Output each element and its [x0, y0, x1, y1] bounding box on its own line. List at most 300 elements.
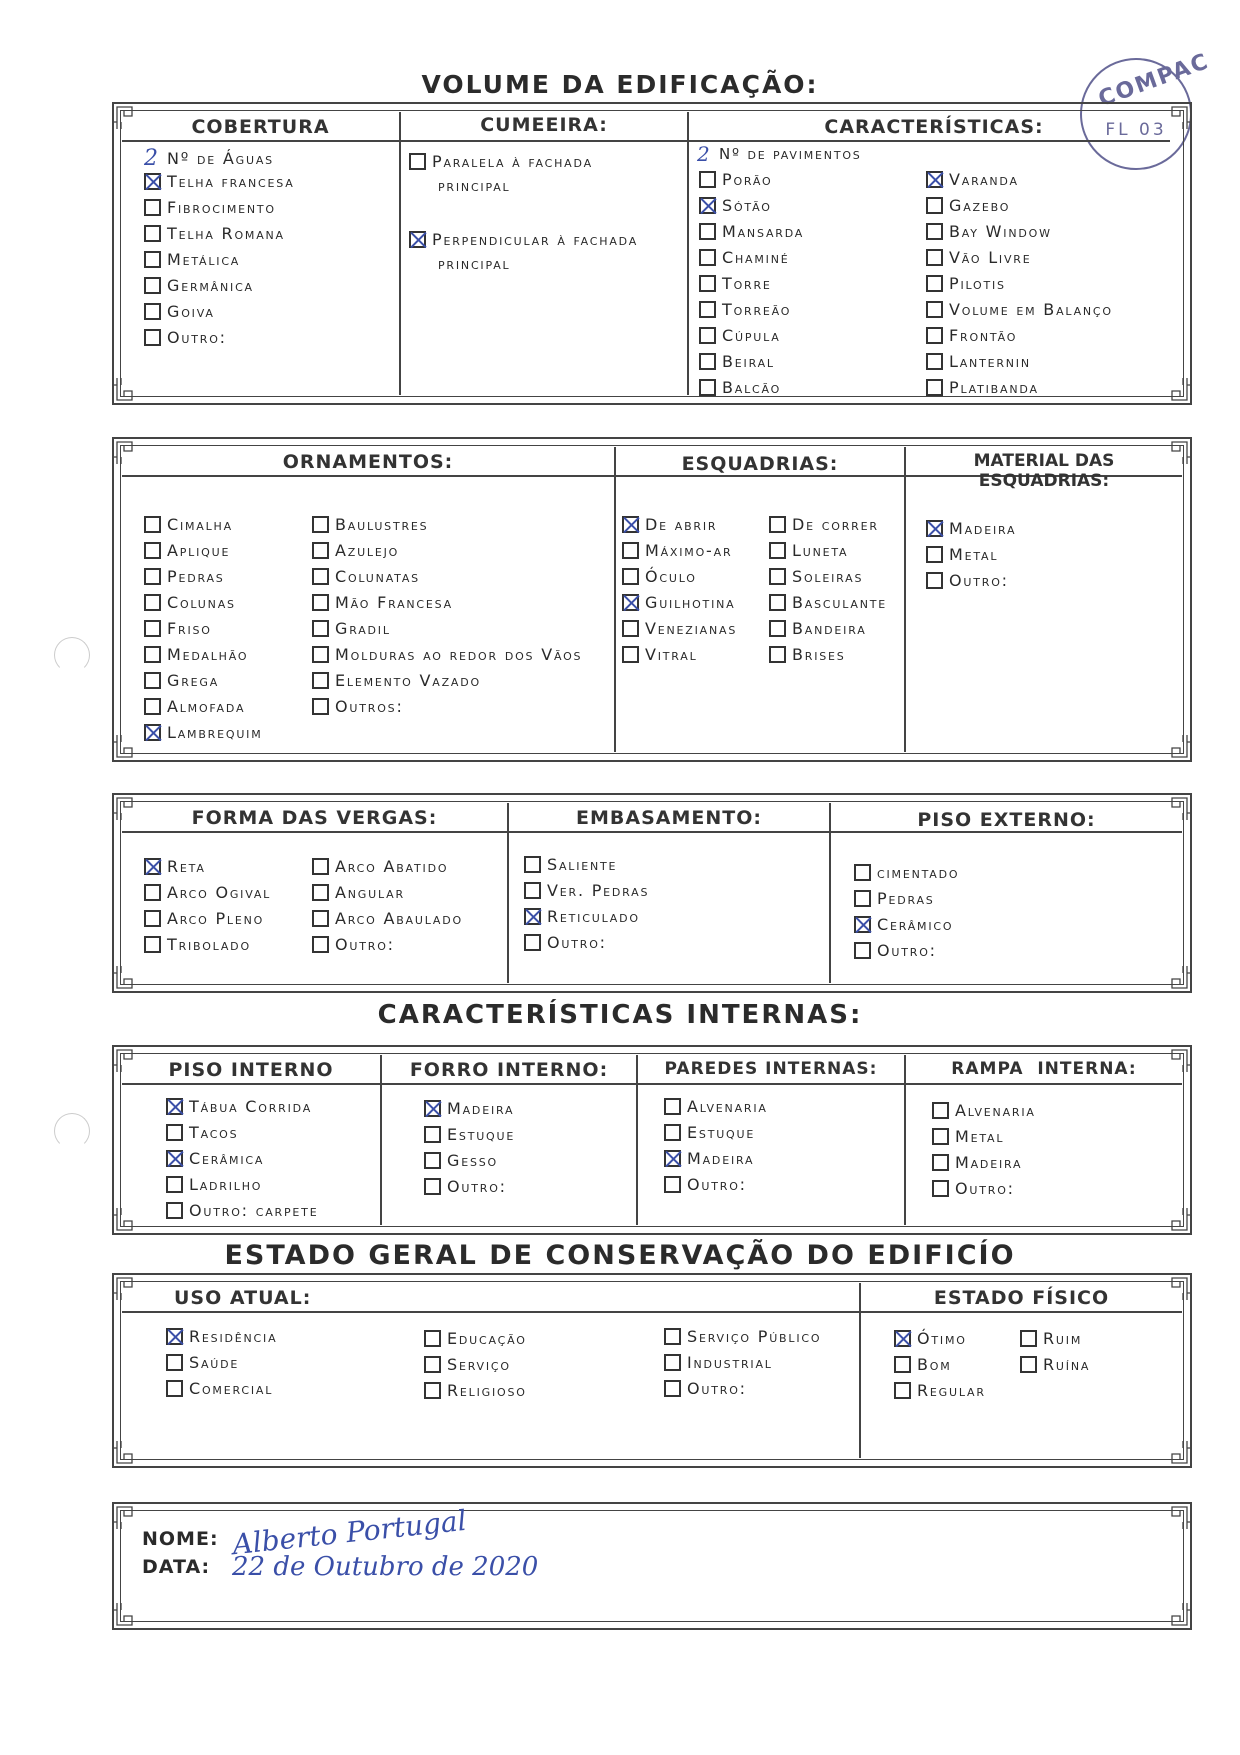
checkbox-label: Estuque	[687, 1123, 756, 1142]
checkbox-label: Alvenaria	[687, 1097, 768, 1116]
checkbox-item[interactable]	[144, 619, 212, 638]
checkbox[interactable]	[144, 646, 161, 663]
checkbox[interactable]	[664, 1124, 681, 1141]
checkbox-item[interactable]	[932, 1153, 1022, 1172]
checkbox-label: Molduras ao redor dos Vãos	[335, 645, 583, 664]
checkbox-item[interactable]	[424, 1355, 511, 1374]
checkbox-item[interactable]	[312, 857, 448, 876]
checkbox-item[interactable]	[926, 519, 1016, 538]
checkbox-label: Colunatas	[335, 567, 420, 586]
checkbox-label: Comercial	[189, 1379, 274, 1398]
checkbox-checked[interactable]	[894, 1330, 911, 1347]
checkbox[interactable]	[166, 1176, 183, 1193]
checkbox-item[interactable]	[144, 883, 271, 902]
checkbox[interactable]	[699, 353, 716, 370]
checkbox-item[interactable]	[312, 541, 399, 560]
checkbox-item[interactable]	[932, 1101, 1036, 1120]
panel-internas	[112, 1045, 1192, 1235]
checkbox-item[interactable]	[312, 645, 582, 664]
frame-corner-ornament	[1158, 1207, 1192, 1235]
checkbox-label: Saliente	[547, 855, 618, 874]
checkbox[interactable]	[664, 1380, 681, 1397]
checkbox[interactable]	[166, 1124, 183, 1141]
checkbox-label: Cimalha	[167, 515, 233, 534]
data-handwritten: 22 de Outubro de 2020	[232, 1552, 539, 1582]
checkbox-label: Outro:	[447, 1177, 507, 1196]
checkbox[interactable]	[926, 301, 943, 318]
checkbox-label: Telha Romana	[167, 224, 285, 243]
header-caracteristicas: CARACTERÍSTICAS:	[824, 116, 1044, 138]
nome-label: NOME:	[142, 1528, 219, 1550]
checkbox-item[interactable]	[664, 1353, 773, 1372]
checkbox-item[interactable]	[312, 909, 463, 928]
checkbox-checked[interactable]	[409, 231, 426, 248]
frame-corner-ornament	[112, 1440, 146, 1468]
checkbox-checked[interactable]	[424, 1100, 441, 1117]
checkbox-item[interactable]	[699, 326, 781, 345]
checkbox-label: Outro:	[547, 933, 607, 952]
checkbox-item[interactable]	[524, 881, 649, 900]
checkbox-item[interactable]	[166, 1353, 239, 1372]
header-piso-externo: PISO EXTERNO:	[917, 809, 1096, 831]
checkbox[interactable]	[144, 936, 161, 953]
checkbox[interactable]	[699, 327, 716, 344]
checkbox-item[interactable]	[926, 196, 1010, 215]
frame-corner-ornament	[112, 1273, 146, 1301]
checkbox-label: Educação	[447, 1329, 527, 1348]
checkbox[interactable]	[932, 1154, 949, 1171]
checkbox[interactable]	[926, 197, 943, 214]
checkbox[interactable]	[312, 884, 329, 901]
checkbox[interactable]	[699, 379, 716, 396]
checkbox[interactable]	[166, 1202, 183, 1219]
checkbox[interactable]	[312, 516, 329, 533]
checkbox[interactable]	[144, 568, 161, 585]
checkbox[interactable]	[409, 153, 426, 170]
checkbox[interactable]	[926, 327, 943, 344]
checkbox[interactable]	[312, 672, 329, 689]
checkbox-item[interactable]	[166, 1149, 264, 1168]
checkbox[interactable]	[312, 646, 329, 663]
checkbox-label: Sótão	[722, 196, 772, 215]
checkbox-label: Madeira	[687, 1149, 755, 1168]
checkbox-checked[interactable]	[926, 520, 943, 537]
checkbox-checked[interactable]	[926, 171, 943, 188]
checkbox-item[interactable]	[144, 515, 233, 534]
panel-estado	[112, 1273, 1192, 1468]
checkbox-item[interactable]	[144, 909, 264, 928]
checkbox-item[interactable]	[622, 567, 697, 586]
checkbox-item[interactable]	[854, 863, 959, 882]
checkbox-item[interactable]	[424, 1125, 515, 1144]
checkbox-item[interactable]	[769, 645, 846, 664]
checkbox-item[interactable]	[699, 378, 781, 397]
checkbox-item[interactable]	[769, 567, 863, 586]
checkbox[interactable]	[769, 568, 786, 585]
checkbox[interactable]	[312, 910, 329, 927]
checkbox-item[interactable]	[144, 671, 219, 690]
checkbox-label: Tacos	[189, 1123, 239, 1142]
handwritten-count: 2	[144, 146, 158, 171]
checkbox-item[interactable]	[166, 1327, 277, 1346]
checkbox-label: Ruína	[1043, 1355, 1091, 1374]
checkbox-item[interactable]	[894, 1329, 967, 1348]
checkbox-item[interactable]	[312, 619, 391, 638]
checkbox-label: Arco Ogival	[167, 883, 272, 902]
checkbox-label: Metal	[955, 1127, 1005, 1146]
checkbox[interactable]	[769, 646, 786, 663]
checkbox[interactable]	[926, 223, 943, 240]
checkbox[interactable]	[144, 542, 161, 559]
title-volume: VOLUME DA EDIFICAÇÃO:	[421, 70, 819, 99]
header-cobertura: COBERTURA	[191, 116, 330, 138]
checkbox-label: De abrir	[645, 515, 718, 534]
checkbox[interactable]	[1020, 1356, 1037, 1373]
checkbox[interactable]	[166, 1354, 183, 1371]
frame-corner-ornament	[1158, 965, 1192, 993]
checkbox[interactable]	[424, 1152, 441, 1169]
checkbox[interactable]	[424, 1330, 441, 1347]
checkbox-checked[interactable]	[854, 916, 871, 933]
checkbox-item[interactable]	[926, 571, 1009, 590]
checkbox-item[interactable]	[664, 1379, 747, 1398]
checkbox-item[interactable]	[424, 1381, 527, 1400]
checkbox-label: Tábua Corrida	[189, 1097, 313, 1116]
checkbox[interactable]	[312, 542, 329, 559]
checkbox-item[interactable]	[699, 274, 772, 293]
checkbox-item[interactable]	[166, 1097, 312, 1116]
checkbox-item[interactable]	[854, 941, 937, 960]
nome-signature: Alberto Portugal	[230, 1503, 468, 1562]
checkbox-item[interactable]	[424, 1177, 507, 1196]
checkbox-label: Venezianas	[645, 619, 738, 638]
checkbox-label: Reticulado	[547, 907, 640, 926]
checkbox[interactable]	[424, 1178, 441, 1195]
checkbox[interactable]	[926, 249, 943, 266]
frame-corner-ornament	[112, 965, 146, 993]
checkbox[interactable]	[664, 1176, 681, 1193]
frame-corner-ornament	[1158, 734, 1192, 762]
checkbox-item[interactable]	[144, 172, 295, 191]
checkbox-item[interactable]	[144, 645, 248, 664]
checkbox-item[interactable]	[144, 541, 230, 560]
checkbox-item[interactable]	[932, 1179, 1015, 1198]
header-rampa: RAMPA INTERNA:	[951, 1059, 1137, 1079]
checkbox-item[interactable]	[769, 541, 848, 560]
checkbox-label: Varanda	[949, 170, 1019, 189]
checkbox-label-line2: principal	[438, 254, 511, 273]
checkbox-item[interactable]	[894, 1355, 952, 1374]
checkbox[interactable]	[769, 620, 786, 637]
checkbox[interactable]	[699, 171, 716, 188]
checkbox-item[interactable]	[699, 352, 775, 371]
checkbox-item[interactable]	[926, 222, 1052, 241]
checkbox-item[interactable]	[926, 170, 1019, 189]
checkbox-label: Religioso	[447, 1381, 527, 1400]
checkbox[interactable]	[926, 353, 943, 370]
checkbox-item[interactable]	[622, 593, 735, 612]
frame-corner-ornament	[112, 377, 146, 405]
checkbox-checked[interactable]	[699, 197, 716, 214]
checkbox[interactable]	[769, 594, 786, 611]
checkbox-label: Industrial	[687, 1353, 773, 1372]
checkbox-item[interactable]	[926, 248, 1032, 267]
checkbox-item[interactable]	[424, 1151, 498, 1170]
checkbox[interactable]	[166, 1380, 183, 1397]
checkbox-item[interactable]	[312, 883, 405, 902]
checkbox[interactable]	[144, 884, 161, 901]
checkbox-item[interactable]	[144, 857, 206, 876]
checkbox[interactable]	[622, 620, 639, 637]
checkbox-item[interactable]	[664, 1097, 768, 1116]
checkbox-label: Torre	[722, 274, 772, 293]
checkbox[interactable]	[854, 864, 871, 881]
checkbox[interactable]	[144, 329, 161, 346]
checkbox-item[interactable]	[926, 352, 1031, 371]
checkbox-item[interactable]	[409, 152, 593, 195]
checkbox[interactable]	[144, 698, 161, 715]
checkbox-item[interactable]	[312, 593, 453, 612]
checkbox-item[interactable]	[622, 515, 717, 534]
checkbox-item[interactable]	[699, 196, 772, 215]
checkbox[interactable]	[854, 942, 871, 959]
checkbox-item[interactable]	[144, 697, 245, 716]
checkbox-item[interactable]	[166, 1123, 238, 1142]
checkbox-item[interactable]	[622, 541, 732, 560]
checkbox-item[interactable]	[926, 326, 1017, 345]
checkbox-item[interactable]	[312, 697, 404, 716]
checkbox-item[interactable]	[926, 545, 998, 564]
checkbox-item[interactable]	[932, 1127, 1004, 1146]
checkbox[interactable]	[664, 1354, 681, 1371]
checkbox-item[interactable]	[524, 933, 607, 952]
checkbox-item[interactable]	[524, 855, 617, 874]
checkbox-item[interactable]	[699, 170, 773, 189]
checkbox[interactable]	[664, 1098, 681, 1115]
checkbox-item[interactable]	[409, 230, 639, 273]
checkbox-label: Saúde	[189, 1353, 240, 1372]
checkbox[interactable]	[1020, 1330, 1037, 1347]
checkbox-checked[interactable]	[664, 1150, 681, 1167]
checkbox-item[interactable]	[854, 915, 953, 934]
checkbox-item[interactable]	[894, 1381, 986, 1400]
checkbox-label: Ruim	[1043, 1329, 1083, 1348]
checkbox[interactable]	[699, 301, 716, 318]
checkbox[interactable]	[144, 303, 161, 320]
checkbox-label: Medalhão	[167, 645, 249, 664]
checkbox-item[interactable]	[926, 274, 1006, 293]
checkbox-item[interactable]	[166, 1175, 262, 1194]
checkbox[interactable]	[894, 1356, 911, 1373]
checkbox-item[interactable]	[144, 723, 263, 742]
checkbox-item[interactable]	[622, 619, 737, 638]
checkbox-checked[interactable]	[166, 1150, 183, 1167]
checkbox-label: Ótimo	[917, 1329, 967, 1348]
checkbox-item[interactable]	[312, 671, 481, 690]
checkbox-item[interactable]	[144, 935, 251, 954]
checkbox-checked[interactable]	[622, 594, 639, 611]
checkbox[interactable]	[926, 379, 943, 396]
checkbox[interactable]	[312, 568, 329, 585]
checkbox-item[interactable]	[699, 248, 789, 267]
checkbox-item[interactable]	[144, 593, 236, 612]
checkbox[interactable]	[312, 698, 329, 715]
checkbox-checked[interactable]	[166, 1098, 183, 1115]
checkbox[interactable]	[699, 249, 716, 266]
checkbox-label: Lambrequim	[167, 723, 263, 742]
checkbox-item[interactable]	[312, 935, 395, 954]
header-paredes: PAREDES INTERNAS:	[664, 1059, 878, 1079]
panel-ornamentos	[112, 437, 1192, 762]
checkbox-label: Pedras	[167, 567, 225, 586]
checkbox-label: Reta	[167, 857, 206, 876]
checkbox[interactable]	[312, 936, 329, 953]
checkbox[interactable]	[622, 568, 639, 585]
checkbox-item[interactable]	[144, 276, 254, 295]
checkbox-label: Vitral	[645, 645, 698, 664]
checkbox-checked[interactable]	[166, 1328, 183, 1345]
checkbox[interactable]	[699, 275, 716, 292]
checkbox-item[interactable]	[312, 567, 420, 586]
checkbox-label: Porão	[722, 170, 773, 189]
checkbox-label: Colunas	[167, 593, 236, 612]
checkbox-item[interactable]	[854, 889, 935, 908]
checkbox-item[interactable]	[424, 1099, 514, 1118]
checkbox[interactable]	[622, 646, 639, 663]
checkbox-item[interactable]	[144, 146, 274, 171]
checkbox-checked[interactable]	[144, 724, 161, 741]
checkbox[interactable]	[144, 910, 161, 927]
checkbox[interactable]	[699, 223, 716, 240]
checkbox-item[interactable]	[664, 1327, 821, 1346]
checkbox-label: Elemento Vazado	[335, 671, 481, 690]
checkbox[interactable]	[524, 934, 541, 951]
checkbox[interactable]	[769, 516, 786, 533]
checkbox[interactable]	[926, 275, 943, 292]
checkbox-label: Germânica	[167, 276, 254, 295]
checkbox[interactable]	[524, 882, 541, 899]
checkbox-label-line2: principal	[438, 176, 511, 195]
checkbox-item[interactable]	[144, 224, 285, 243]
checkbox[interactable]	[144, 620, 161, 637]
panel-assinatura	[112, 1502, 1192, 1630]
checkbox-item[interactable]	[664, 1175, 747, 1194]
checkbox-item[interactable]	[699, 300, 791, 319]
checkbox[interactable]	[144, 672, 161, 689]
checkbox[interactable]	[312, 594, 329, 611]
checkbox-label: Outros:	[335, 697, 404, 716]
header-piso-interno: PISO INTERNO	[168, 1059, 334, 1081]
checkbox-checked[interactable]	[144, 858, 161, 875]
checkbox[interactable]	[144, 225, 161, 242]
checkbox[interactable]	[524, 856, 541, 873]
checkbox-item[interactable]	[144, 567, 225, 586]
checkbox-item[interactable]	[144, 198, 276, 217]
checkbox-item[interactable]	[699, 222, 804, 241]
checkbox-checked[interactable]	[622, 516, 639, 533]
checkbox-label: Outro:	[877, 941, 937, 960]
checkbox[interactable]	[144, 594, 161, 611]
checkbox[interactable]	[312, 620, 329, 637]
checkbox-label: Azulejo	[335, 541, 400, 560]
checkbox-item[interactable]	[144, 250, 240, 269]
checkbox[interactable]	[424, 1126, 441, 1143]
checkbox-item[interactable]	[664, 1123, 755, 1142]
header-esquadrias: ESQUADRIAS:	[681, 453, 839, 475]
checkbox-item[interactable]	[769, 593, 887, 612]
header-material: MATERIAL DAS ESQUADRIAS:	[973, 451, 1115, 491]
checkbox-item[interactable]	[1020, 1355, 1090, 1374]
checkbox-item[interactable]	[424, 1329, 527, 1348]
handwritten-count: 2	[697, 142, 710, 166]
checkbox[interactable]	[926, 546, 943, 563]
checkbox-label: Serviço	[447, 1355, 511, 1374]
checkbox-label: Regular	[917, 1381, 986, 1400]
checkbox[interactable]	[424, 1382, 441, 1399]
panel-vergas	[112, 793, 1192, 993]
checkbox-item[interactable]	[1020, 1329, 1082, 1348]
checkbox-item[interactable]	[769, 619, 867, 638]
checkbox-label: Ladrilho	[189, 1175, 263, 1194]
checkbox-label: Outro:	[687, 1175, 747, 1194]
checkbox-label: Cerâmico	[877, 915, 954, 934]
frame-corner-ornament	[1158, 1502, 1192, 1530]
checkbox-item[interactable]	[926, 300, 1113, 319]
checkbox-label: Bandeira	[792, 619, 867, 638]
checkbox-item[interactable]	[926, 378, 1039, 397]
checkbox-label: Outro:	[955, 1179, 1015, 1198]
checkbox-label: Cúpula	[722, 326, 781, 345]
checkbox[interactable]	[926, 572, 943, 589]
checkbox[interactable]	[769, 542, 786, 559]
checkbox[interactable]	[932, 1128, 949, 1145]
checkbox-label: De correr	[792, 515, 879, 534]
checkbox[interactable]	[932, 1102, 949, 1119]
checkbox-label: Pilotis	[949, 274, 1006, 293]
checkbox-item[interactable]	[622, 645, 698, 664]
checkbox-item[interactable]	[664, 1149, 754, 1168]
checkbox[interactable]	[664, 1328, 681, 1345]
checkbox[interactable]	[144, 277, 161, 294]
checkbox-item[interactable]	[312, 515, 428, 534]
checkbox-item[interactable]	[144, 328, 227, 347]
checkbox[interactable]	[932, 1180, 949, 1197]
checkbox-item[interactable]	[524, 907, 640, 926]
checkbox[interactable]	[144, 516, 161, 533]
checkbox-label: Vão Livre	[949, 248, 1032, 267]
checkbox-item[interactable]	[769, 515, 879, 534]
checkbox-checked[interactable]	[524, 908, 541, 925]
checkbox[interactable]	[424, 1356, 441, 1373]
checkbox[interactable]	[622, 542, 639, 559]
header-forro-interno: FORRO INTERNO:	[409, 1059, 609, 1081]
checkbox-label: Volume em Balanço	[949, 300, 1113, 319]
checkbox-label: cimentado	[877, 863, 960, 882]
checkbox-item[interactable]	[166, 1201, 318, 1220]
checkbox-label: Angular	[335, 883, 405, 902]
checkbox-item[interactable]	[144, 302, 215, 321]
checkbox-label: Lanternin	[949, 352, 1031, 371]
checkbox[interactable]	[894, 1382, 911, 1399]
checkbox[interactable]	[144, 251, 161, 268]
frame-corner-ornament	[1158, 1440, 1192, 1468]
checkbox-item[interactable]	[166, 1379, 273, 1398]
checkbox[interactable]	[854, 890, 871, 907]
checkbox-checked[interactable]	[144, 173, 161, 190]
checkbox-label: Arco Abaulado	[335, 909, 463, 928]
checkbox[interactable]	[144, 199, 161, 216]
checkbox[interactable]	[312, 858, 329, 875]
